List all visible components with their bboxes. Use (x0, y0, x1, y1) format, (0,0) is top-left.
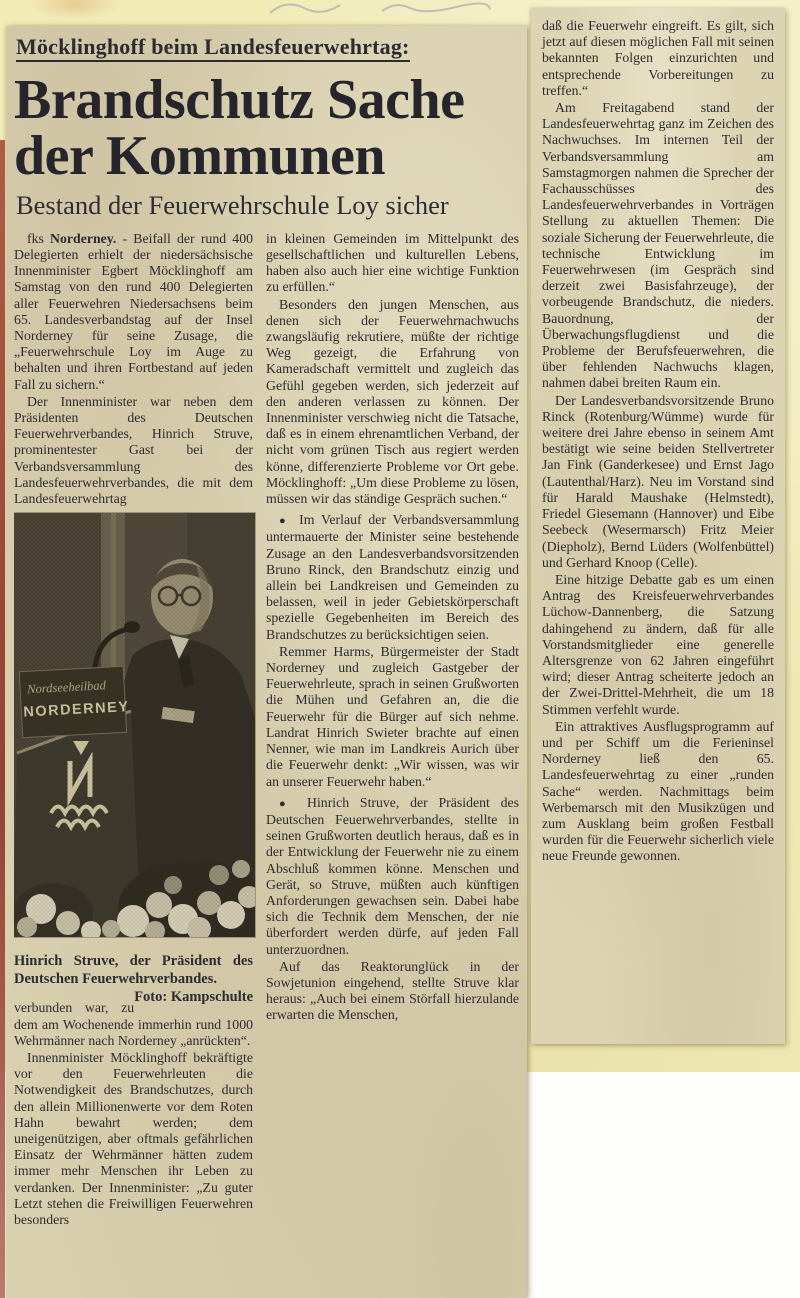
article-headline (14, 69, 519, 187)
article-paragraph: Ein attraktives Ausflugsprogramm auf und per Schiff um die Ferieninsel Norderney ließ den 65. Landesfeuerwehrtag zu einer „runden Sache“ werden. Nachmittags beim Werbemarsch mit den Musikzügen und zum Ausklang beim großen Festball wurden für die Feuerwehr sicherlich viele neue Freunde gewonnen. (542, 718, 774, 864)
article-paragraph: ● Im Verlauf der Verbandsversammlung untermauerte der Minister seine bestehende Zusage an den Landesverbandsvorsitzenden Bruno Rinck, den Brandschutz einzig und allein bei Landkreisen und Gemeinden zu belassen, weil in jeder Gebietskörperschaft spezielle Gegebenheiten im Bereich des Brandschutzes zu berücksichtigen seien. (266, 512, 519, 642)
article-paragraph: Eine hitzige Debatte gab es um einen Antrag des Kreisfeuerwehrverbandes Lüchow-Dannenberg, die Satzung dahingehend zu ändern, daß für alle Vorstandsmitglieder eine generelle Altersgrenze von 62 Jahren eingeführt wird; dieser Antrag scheiterte jedoch an der Zwei-Drittel-Mehrheit, die um 18 Stimmen verfehlt wurde. (542, 571, 774, 717)
article-paragraph: Der Landesverbandsvorsitzende Bruno Rinck (Rotenburg/Wümme) wurde für weitere drei Jahre ebenso in seinem Amt bestätigt wie seine beiden Stellvertreter Jan Fink (Ganderkesee) und Ernst Jago (Lautenthal/Harz). Neu im Vorstand sind für Harald Maushake (Helmstedt), Friedel Giesemann (Hannover) und Eibe Seebeck (Wesermarsch) Fritz Meier (Diepholz), Bernd Lüders (Wolfenbüttel) und Gerhard Knoop (Celle). (542, 392, 774, 570)
headline-line-1: Brandschutz Sache (14, 69, 465, 131)
article-paragraph: ● Hinrich Struve, der Präsident des Deutschen Feuerwehrverbandes, stellte in seinen Grußworten deutlich heraus, daß es in der Entwicklung der Feuerwehr nie zu einem Abschluß kommen könne. Menschen und Gerät, so Struve, müßten auch künftigen Anforderungen gewachsen sein. Dabei habe sich die Technik dem Menschen, der nie überfordert werden dürfe, auf jeden Fall unterzuordnen. (266, 794, 519, 957)
article-paragraph: in kleinen Gemeinden im Mittelpunkt des gesellschaftlichen und kulturellen Lebens, haben also auch hier eine wichtige Funktion zu erfüllen.“ (266, 230, 519, 295)
photo-credit: Foto: Kampschulte (134, 989, 253, 1006)
album-edge-stripe (0, 140, 5, 1298)
photo-caption: Hinrich Struve, der Präsident des Deutschen Feuerwehrverbandes. Foto: Kampschulte (14, 953, 253, 1006)
article-column-1 (14, 231, 253, 1298)
newspaper-clipping-main (6, 26, 527, 1298)
article-subhead: Bestand der Feuerwehrschule Loy sicher (16, 190, 449, 220)
headline-line-2: der Kommunen (14, 125, 385, 187)
pencil-handwriting-mark (262, 0, 502, 16)
article-paragraph: verbunden war, zu dem am Wochenende immerhin rund 1000 Wehrmänner nach Norderney „anrückten“. (14, 1000, 253, 1048)
bullet-marker: ● (279, 797, 307, 810)
article-paragraph: Remmer Harms, Bürgermeister der Stadt Norderney und zugleich Gastgeber der Feuerwehrleute, sprach in seinen Grußworten die Mühen und Gefahren an, die die Feuerwehr für die Bürger auf sich nehme. Landrat Hinrich Swieter brachte auf einen Nenner, wie man im Landkreis Aurich über die Feuerwehr denkt: „Wir wissen, was wir an unserer Feuerwehr haben.“ (266, 643, 519, 789)
article-kicker: Möcklinghoff beim Landesfeuerwehrtag: (16, 34, 519, 60)
newspaper-clipping-strip (531, 8, 785, 1044)
article-paragraph: Am Freitagabend stand der Landesfeuerwehrtag ganz im Zeichen des Nachwuchses. Im internen Teil der Verbandsversammlung am Samstagmorgen nahmen die Sprecher der Fachausschüsses des Landesfeuerwehrverbandes in Vorträgen Stellung zu aktuellen Themen: Die soziale Sicherung der Feuerwehrleute, die technische Entwicklung im Feuerwehrwesen (im Gespräch sind derzeit zwei Basisfahrzeuge), der vorbeugende Brandschutz, die nieders. Bauordnung, der Überwachungsflugdienst und die Probleme der Berufsfeuerwehren, die über fehlenden Nachwuchs klagen, nahmen dabei breiten Raum ein. (542, 100, 774, 391)
glue-stain (30, 0, 120, 20)
article-paragraph: Innenminister Möcklinghoff bekräftigte vor den Feuerwehrleuten die Notwendigkeit des Brandschutzes, durch den allein Millionenwerte vor dem Roten Hahn bewahrt werden; dem uneigenützigen, aber oftmals gefährlichen Einsatz der Wehrmänner hätten zudem immer mehr Menschen ihr Leben zu verdanken. Der Innenminister: „Zu guter Letzt stehen die Freiwilligen Feuerwehren besonders (14, 1050, 253, 1228)
article-body (14, 231, 519, 1298)
article-paragraph: Der Innenminister war neben dem Präsidenten des Deutschen Feuerwehrverbandes, Hinrich Struve, prominentester Gast bei der Verbandsversammlung des Landesfeuerwehrverbandes, die mit dem Landesfeuerwehrtag (14, 393, 253, 507)
article-paragraph: Besonders den jungen Menschen, aus denen sich der Feuerwehrnachwuchs zwangsläufig rekrutiere, müßte der richtige Weg gezeigt, die Erfahrung von Kameradschaft vermittelt und zugleich das Gefühl gegeben werden, sich jederzeit auf den anderen verlassen zu können. Der Innenminister verschwieg nicht die Tatsache, daß es in einem ehrenamtlichen Verband, der nicht vom grünen Tisch aus regiert werden könne, differenzierte Probleme vor Ort gebe. Möcklinghoff: „Um diese Probleme zu lösen, müssen wir das ständige Gespräch suchen.“ (266, 296, 519, 507)
article-paragraph: fks Norderney. - Beifall der rund 400 Delegierten erhielt der niedersächsische Innenminister Egbert Möcklinghoff am Samstag von den rund 400 Delegierten aller Feuerwehren Niedersachsens beim 65. Landesverbandstag auf der Insel Norderney für seine Zusage, die „Feuerwehrschule Loy im Auge zu behalten und ihren Fortbestand auf jeden Fall zu sichern.“ (14, 230, 253, 392)
bullet-marker: ● (279, 515, 300, 528)
article-column-3 (542, 18, 774, 865)
article-column-2 (266, 231, 519, 1298)
article-paragraph: Auf das Reaktorunglück in der Sowjetunion eingehend, stellte Struve klar heraus: „Auch bei einem Störfall hierzulande erwarten die Menschen, (266, 958, 519, 1023)
article-photo (14, 513, 255, 937)
article-paragraph: daß die Feuerwehr eingreift. Es gilt, sich jetzt auf diesen möglichen Fall mit seinen bekannten Folgen einzurichten und entsprechende Vorbereitungen zu treffen.“ (542, 18, 774, 98)
